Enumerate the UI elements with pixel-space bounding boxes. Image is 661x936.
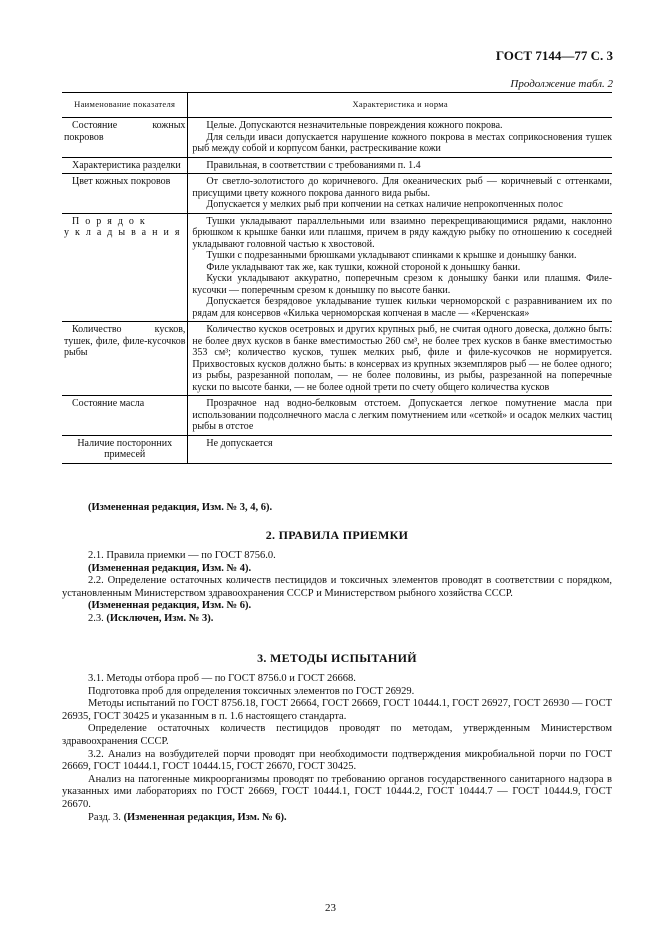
row-text: Для сельди иваси допускается нарушение кожного покрова в местах соприкосновения тушек рыб между собой и корпусом банки, растрескивание кожи <box>192 131 612 154</box>
paragraph <box>62 613 612 626</box>
paragraph: 2.2. Определение остаточных количеств пестицидов и токсичных элементов проводят в соответствии с порядком, установленным Министерством здравоохранения СССР и Министерством рыбного хозяйства СССР. <box>62 575 612 599</box>
row-name: Цвет кожных покровов <box>72 176 171 187</box>
row-name: Состояние масла <box>72 398 145 409</box>
section-3-title: 3. МЕТОДЫ ИСПЫТАНИЙ <box>257 651 417 665</box>
row-text: Целые. Допускаются незначительные повреждения кожного покрова. <box>206 120 503 131</box>
row-text: Количество кусков осетровых и других крупных рыб, не считая одного довеска, должно быть: не более двух кусков в банке вместимостью 260 см³, не более трех кусков в банке вместимостью 353 см³; количество кусков, тушек мелких рыб, филе и филе-кусочков не нормируется. Прихвостовых кусков должно быть: в консервах из крупных экземпляров рыб — не более одного; из рыбы, разрезанной пополам, — не более половины, из рыбы, разрезанной на поперечные куски по высоте банки, — не более одной трети по счету общего количества кусков <box>192 324 612 393</box>
row-text: Тушки с подрезанными брюшками укладывают спинками к крышке и донышку банки. <box>206 250 577 261</box>
table-row <box>62 322 612 396</box>
amendment-note: (Измененная редакция, Изм. № 3, 4, 6). <box>88 502 273 513</box>
row-text: Не допускается <box>206 437 273 449</box>
table-row <box>62 213 612 322</box>
row-text: Допускается у мелких рыб при копчении на сетках наличие непрокопченных полос <box>206 199 563 210</box>
row-text: Правильная, в соответствии с требованиями п. 1.4 <box>206 159 421 171</box>
table-row <box>62 396 612 436</box>
paragraph: Методы испытаний по ГОСТ 8756.18, ГОСТ 26664, ГОСТ 26669, ГОСТ 10444.1, ГОСТ 26927, ГОСТ 26930 — ГОСТ 26935, ГОСТ 30425 и указанным в п. 1.6 настоящего стандарта. <box>62 698 612 722</box>
row-text: От светло-золотистого до коричневого. Для океанических рыб — коричневый с оттенками, присущими цвету кожного покрова данного вида рыбы. <box>192 176 612 199</box>
paragraph: 3.1. Методы отбора проб — по ГОСТ 8756.0 и ГОСТ 26668. <box>88 673 356 684</box>
after-table-note-block <box>62 502 612 515</box>
paragraph: Анализ на патогенные микроорганизмы проводят по требованию органов государственного санитарного надзора в указанных ими лабораториях по ГОСТ 26669, ГОСТ 10444.1, ГОСТ 10444.2, ГОСТ 10444.7 — ГОСТ 10444.9, ГОСТ 26670. <box>62 773 612 810</box>
amendment-note: (Измененная редакция, Изм. № 6). <box>88 600 252 612</box>
table-row <box>62 118 612 158</box>
row-name: Количество кусков, тушек, филе, филе-кусочков рыбы <box>64 324 186 358</box>
row-text: Прозрачное над водно-белковым отстоем. Допускается легкое помутнение масла при использовании подсолнечного масла с легким помутнением или «сеткой» и осадок мелких частиц рыбы в отстое <box>192 398 612 432</box>
table-row <box>62 157 612 174</box>
table-row <box>62 174 612 214</box>
page-header: ГОСТ 7144—77 С. 3 <box>495 48 613 63</box>
page-number: 23 <box>325 902 336 914</box>
row-text: Филе укладывают так же, как тушки, кожной стороной к донышку банки. <box>206 261 521 273</box>
amendment-note: (Измененная редакция, Изм. № 4). <box>88 562 252 574</box>
paragraph <box>62 812 612 825</box>
table-row <box>62 435 612 463</box>
row-text: Допускается безрядовое укладывание тушек кильки черноморской с разравниванием их по рядам для консервов «Килька черноморская копченая в масле — «Керченская» <box>192 296 612 319</box>
col-header-name: Наименование показателя <box>62 93 188 118</box>
section-2-title: 2. ПРАВИЛА ПРИЕМКИ <box>265 528 409 542</box>
paragraph: 3.2. Анализ на возбудителей порчи проводят при необходимости подтверждения микробиальной порчи по ГОСТ 26669, ГОСТ 10444.1, ГОСТ 10444.15, ГОСТ 26670, ГОСТ 30425. <box>62 748 612 773</box>
row-name: Наличие посторонних примесей <box>77 437 173 460</box>
section-ref: Разд. 3. <box>88 811 124 823</box>
amendment-note: (Измененная редакция, Изм. № 6). <box>123 811 287 823</box>
section-2-body <box>62 550 612 626</box>
row-name: Состояние кожных покровов <box>64 120 186 143</box>
row-text: Тушки укладывают параллельными или взаимно перекрещивающимися рядами, наклонно брюшком к крышке банки или плашмя, причем в ряду каждую рыбку по отношению к соседней укладывают головной частью к хвостовой. <box>192 215 612 250</box>
paragraph-number: 2.3. <box>88 612 107 624</box>
paragraph: Подготовка проб для определения токсичных элементов по ГОСТ 26929. <box>88 685 415 697</box>
paragraph: 2.1. Правила приемки — по ГОСТ 8756.0. <box>88 550 276 561</box>
paragraph: Определение остаточных количеств пестицидов проводят по методам, утвержденным Министерством здравоохранения СССР. <box>62 723 612 747</box>
row-name: Характеристика разделки <box>72 159 181 171</box>
row-name: Порядок укладывания <box>64 215 186 238</box>
spec-table <box>62 92 612 464</box>
section-3-body <box>62 673 612 824</box>
col-header-desc: Характеристика и норма <box>188 93 612 118</box>
row-text: Куски укладывают аккуратно, поперечным срезом к донышку банки или плашмя. Филе-кусочки — поперечным срезом к донышку по высоте банки. <box>192 273 612 296</box>
table-continuation-label: Продолжение табл. 2 <box>510 78 613 90</box>
amendment-note: (Исключен, Изм. № 3). <box>106 612 214 624</box>
